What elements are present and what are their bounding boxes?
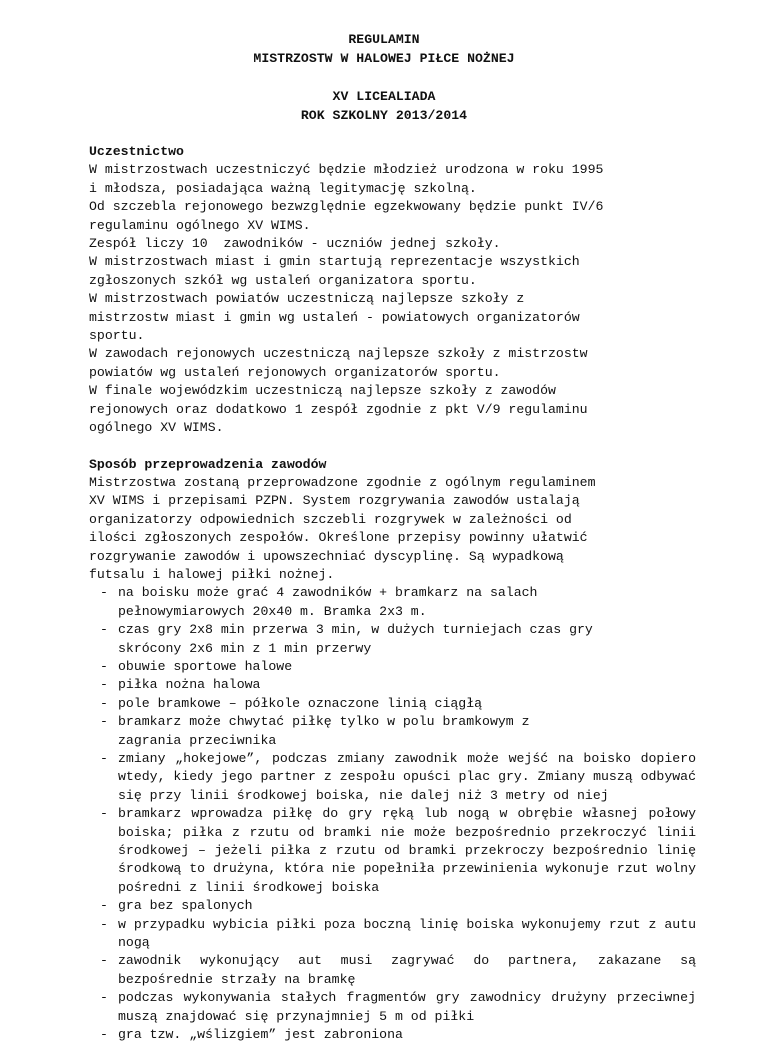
paragraph-line: XV WIMS i przepisami PZPN. System rozgrywania zawodów ustalają	[89, 493, 580, 509]
section-procedure-body	[89, 474, 768, 584]
dash-bullet: -	[100, 677, 108, 693]
dash-bullet: -	[100, 953, 108, 969]
rule-item-text: w przypadku wybicia piłki poza boczną linię boiska wykonujemy rzut z autu nogą	[118, 916, 696, 951]
rule-item-text: bramkarz wprowadza piłkę do gry ręką lub nogą w obrębie własnej połowy boiska; piłka z rzutu od bramki nie może bezpośrednio przekroczyć linii środkowej – jeżeli piłka z rzutu od bramki przekroczy bezpośrednio linię środkową to drużyna, która nie popełniła przewinienia wykonuje rzut wolny pośredni z linii środkowej boiska	[118, 806, 696, 895]
rule-item	[89, 897, 768, 915]
paragraph-line: futsalu i halowej piłki nożnej.	[89, 566, 335, 582]
paragraph-line: regulaminu ogólnego XV WIMS.	[89, 217, 311, 233]
rule-item	[89, 916, 768, 953]
rule-item	[89, 695, 768, 713]
paragraph-line: Zespół liczy 10 zawodników - uczniów jednej szkoły.	[89, 236, 501, 252]
rule-item	[89, 1026, 768, 1044]
paragraph-line: powiatów wg ustaleń rejonowych organizatorów sportu.	[89, 364, 501, 380]
rule-item-text: czas gry 2x8 min przerwa 3 min, w dużych turniejach czas gry skrócony 2x6 min z 1 min przerwy	[118, 622, 593, 656]
paragraph-line: W mistrzostwach uczestniczyć będzie młodzież urodzona w roku 1995	[89, 162, 604, 178]
paragraph-line: mistrzostw miast i gmin wg ustaleń - powiatowych organizatorów	[89, 309, 580, 325]
title-line-1: REGULAMIN	[348, 32, 420, 47]
rule-item-text: zmiany „hokejowe”, podczas zmiany zawodnik może wejść na boisko dopiero wtedy, kiedy jego partner z zespołu opuści plac gry. Zmiany muszą odbywać się przy linii środkowej boiska, nie dalej niż 3 metry od niej	[118, 751, 696, 803]
title-line-2: MISTRZOSTW W HALOWEJ PIŁCE NOŻNEJ	[253, 51, 515, 66]
paragraph-line: Mistrzostwa zostaną przeprowadzone zgodnie z ogólnym regulaminem	[89, 474, 596, 490]
rule-item	[89, 989, 768, 1026]
dash-bullet: -	[100, 806, 108, 822]
paragraph-line: ogólnego XV WIMS.	[89, 420, 224, 436]
rule-item	[89, 805, 768, 897]
document-page	[0, 30, 768, 1043]
paragraph-line: Od szczebla rejonowego bezwzględnie egzekwowany będzie punkt IV/6	[89, 199, 604, 215]
rule-item-text: na boisku może grać 4 zawodników + bramkarz na salach pełnowymiarowych 20x40 m. Bramka 2x3 m.	[118, 585, 538, 619]
section-participation-body	[89, 161, 768, 437]
paragraph-line: W zawodach rejonowych uczestniczą najlepsze szkoły z mistrzostw	[89, 346, 588, 362]
rule-item	[89, 750, 768, 805]
rule-item	[89, 952, 768, 989]
paragraph-line: W finale wojewódzkim uczestniczą najlepsze szkoły z zawodów	[89, 383, 556, 399]
rule-item	[89, 584, 768, 621]
section-heading-procedure: Sposób przeprowadzenia zawodów	[89, 456, 327, 472]
rule-item	[89, 621, 768, 658]
rule-item	[89, 658, 768, 676]
rule-item-text: pole bramkowe – półkole oznaczone linią ciągłą	[118, 695, 483, 711]
rule-item	[89, 676, 768, 694]
paragraph-line: sportu.	[89, 328, 145, 344]
paragraph-line: zgłoszonych szkół wg ustaleń organizatora sportu.	[89, 272, 477, 288]
paragraph-line: W mistrzostwach miast i gmin startują reprezentacje wszystkich	[89, 254, 580, 270]
dash-bullet: -	[100, 714, 108, 730]
rule-item-text: gra tzw. „wślizgiem” jest zabroniona	[118, 1027, 403, 1043]
paragraph-line: organizatorzy odpowiednich szczebli rozgrywek w zależności od	[89, 511, 572, 527]
dash-bullet: -	[100, 916, 108, 932]
dash-bullet: -	[100, 658, 108, 674]
dash-bullet: -	[100, 695, 108, 711]
dash-bullet: -	[100, 622, 108, 638]
rule-item-text: gra bez spalonych	[118, 898, 253, 914]
title-line-3: XV LICEALIADA	[332, 89, 436, 104]
dash-bullet: -	[100, 751, 108, 766]
dash-bullet: -	[100, 1027, 108, 1043]
rule-item-text: piłka nożna halowa	[118, 677, 261, 693]
paragraph-line: i młodsza, posiadająca ważną legitymację szkolną.	[89, 180, 477, 196]
rule-item-text: bramkarz może chwytać piłkę tylko w polu bramkowym z zagrania przeciwnika	[118, 714, 530, 748]
rule-item-text: podczas wykonywania stałych fragmentów gry zawodnicy drużyny przeciwnej muszą znajdować się przynajmniej 5 m od piłki	[118, 990, 696, 1024]
rule-item	[89, 713, 768, 750]
paragraph-line: W mistrzostwach powiatów uczestniczą najlepsze szkoły z	[89, 291, 525, 307]
section-heading-participation: Uczestnictwo	[89, 144, 184, 159]
paragraph-line: rejonowych oraz dodatkowo 1 zespół zgodnie z pkt V/9 regulaminu	[89, 401, 588, 417]
dash-bullet: -	[100, 585, 108, 601]
dash-bullet: -	[100, 990, 108, 1006]
rules-list	[89, 584, 768, 1044]
title-line-4: ROK SZKOLNY 2013/2014	[300, 108, 468, 123]
rule-item-text: obuwie sportowe halowe	[118, 658, 293, 674]
rule-item-text: zawodnik wykonujący aut musi zagrywać do partnera, zakazane są bezpośrednie strzały na bramkę	[118, 953, 696, 987]
paragraph-line: ilości zgłoszonych zespołów. Określone przepisy powinny ułatwić	[89, 530, 588, 546]
dash-bullet: -	[100, 898, 108, 914]
paragraph-line: rozgrywanie zawodów i upowszechniać dyscyplinę. Są wypadkową	[89, 548, 564, 564]
document-title	[0, 30, 768, 125]
